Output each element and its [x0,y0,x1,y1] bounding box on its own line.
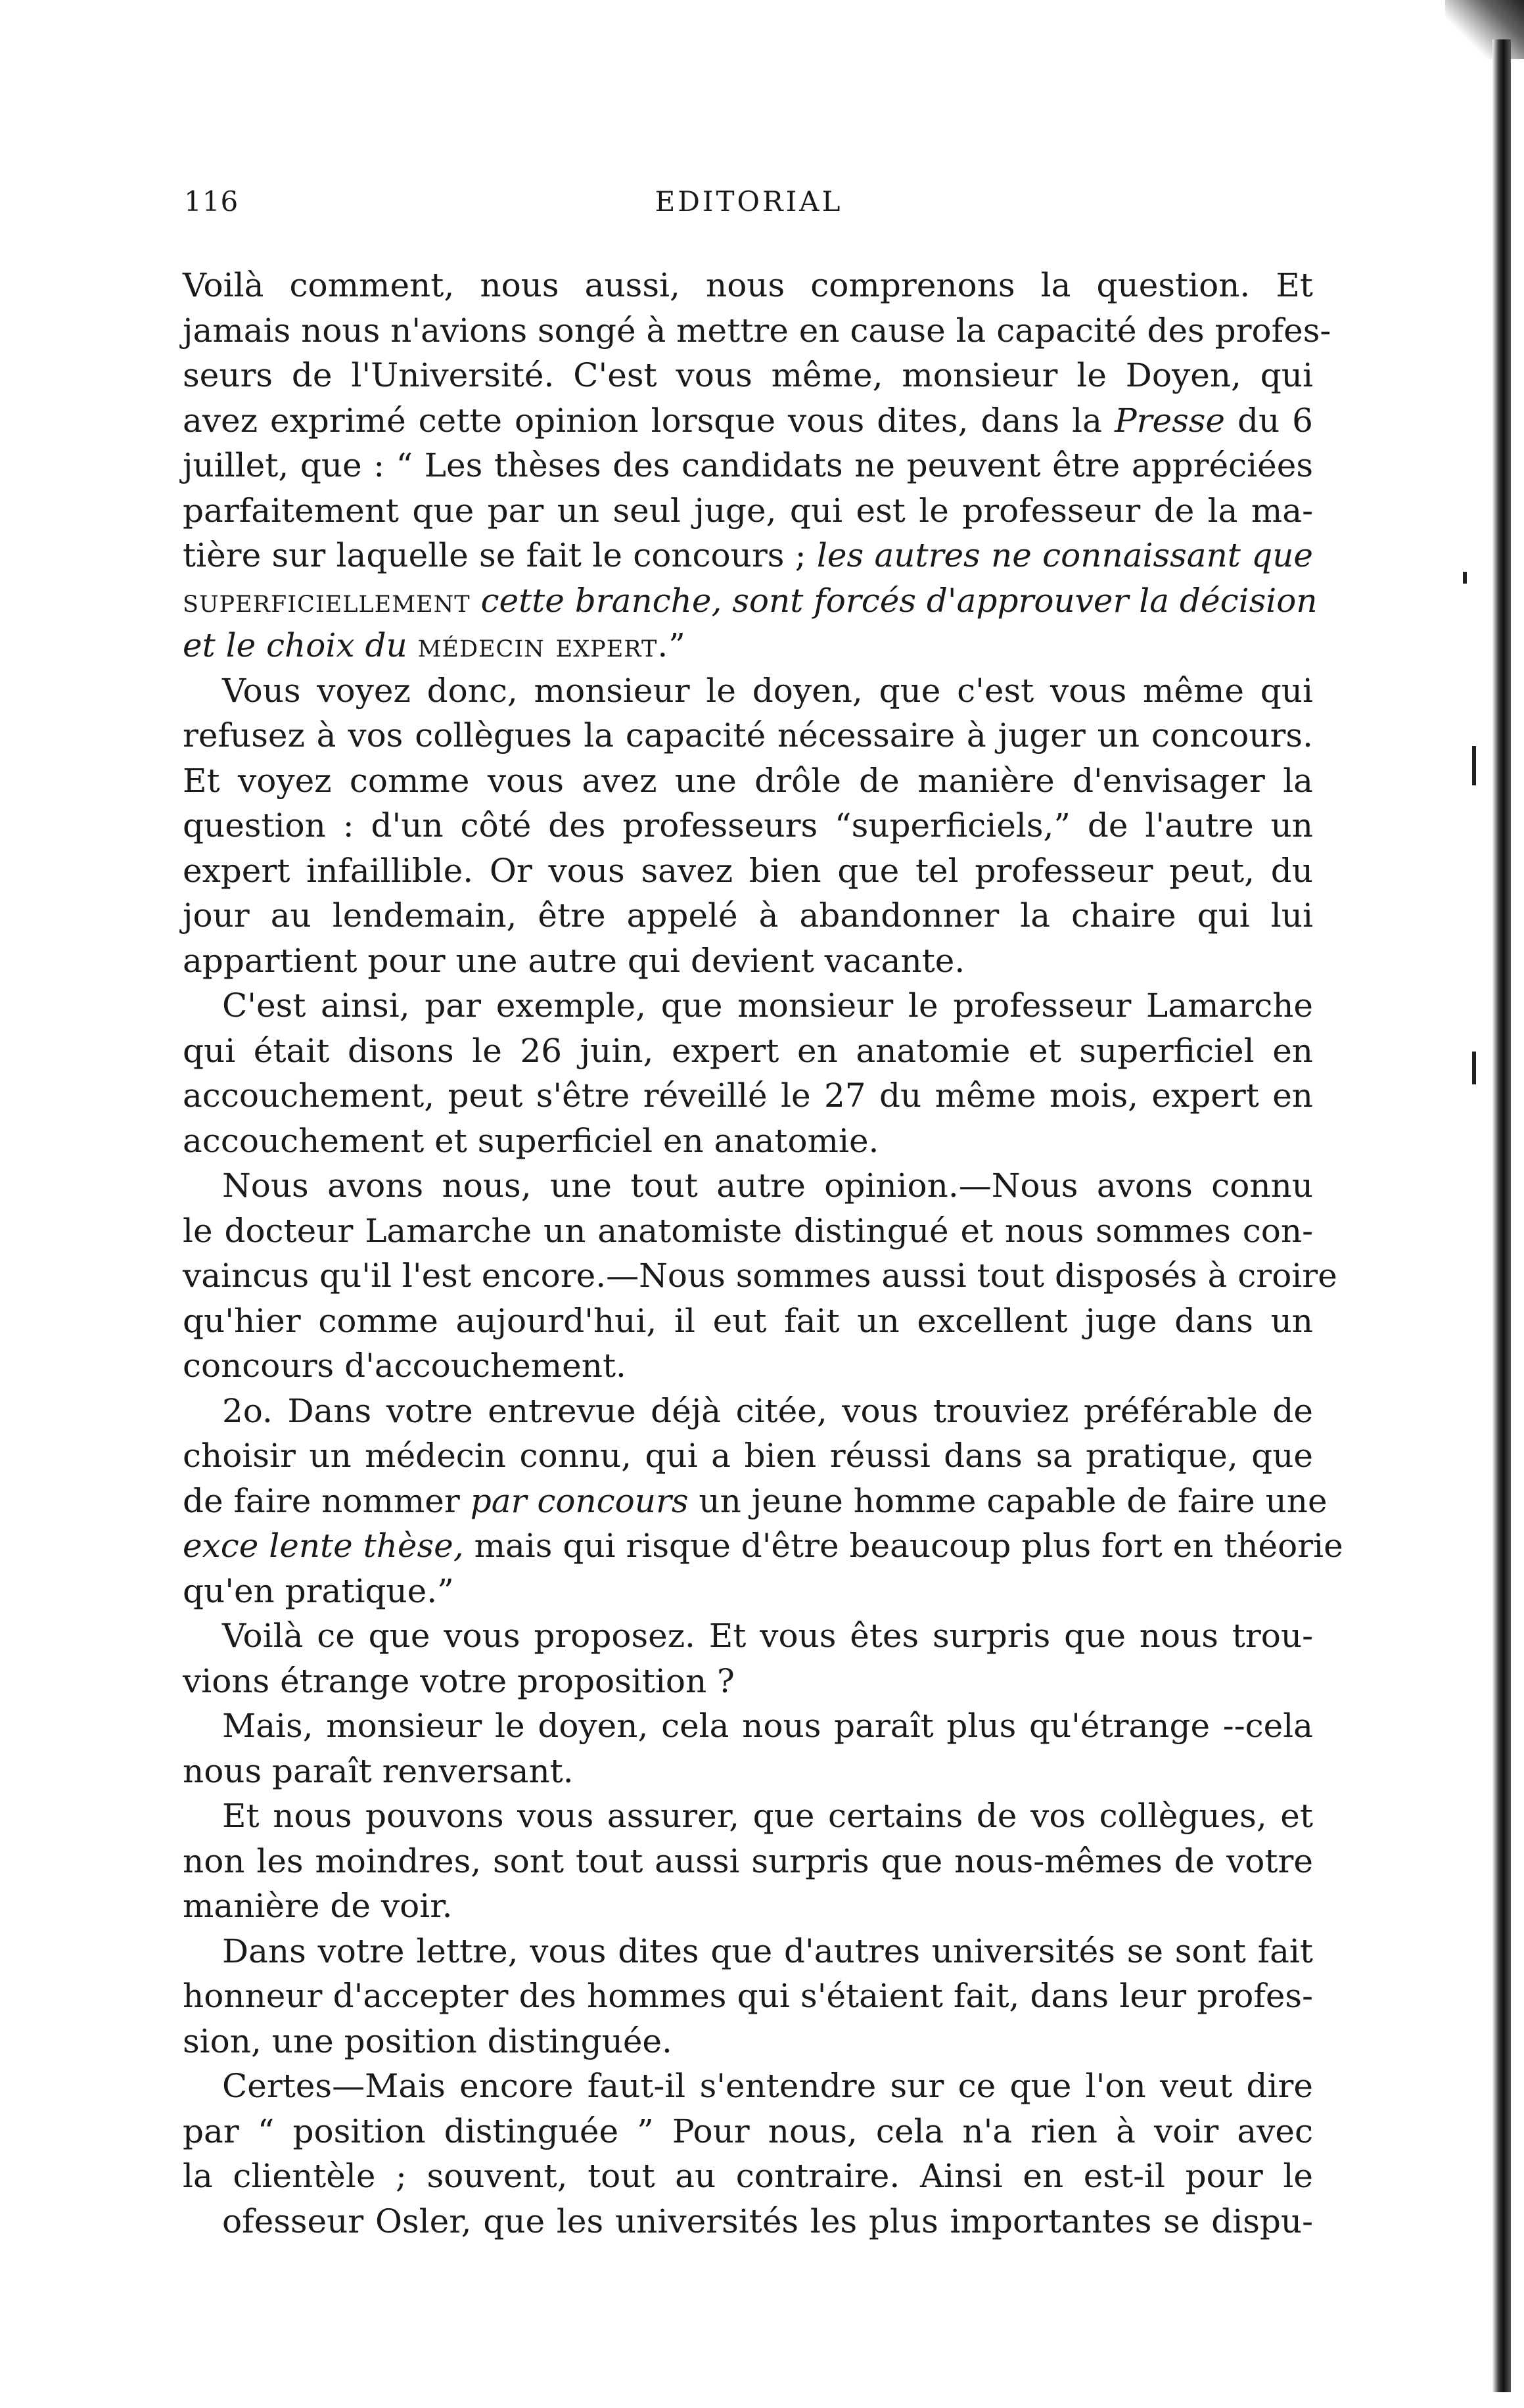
page-binding-edge [1492,39,1511,2392]
text-line: Vous voyez donc, monsieur le doyen, que c'est vous même qui [222,671,1313,710]
text-line: nous paraît renversant. [183,1751,574,1790]
page-header [184,185,1314,225]
text-line: qu'hier comme aujourd'hui, il eut fait un excellent juge dans un [183,1301,1313,1340]
text-line: accouchement et superficiel en anatomie. [183,1121,879,1160]
text-line: sion, une position distinguée. [183,2022,672,2060]
text-line: jour au lendemain, être appelé à abandonner la chaire qui lui [183,896,1313,935]
newspaper-name: Presse [1114,401,1225,440]
text-line: Nous avons nous, une tout autre opinion.—Nous avons connu [222,1167,1313,1205]
text-line: parfaitement que par un seul juge, qui est le professeur de la ma- [183,491,1313,530]
text-line: le docteur Lamarche un anatomiste distingué et nous sommes con- [183,1211,1313,1250]
page-number: 116 [184,185,239,218]
italic-phrase: par concours [470,1481,689,1520]
margin-mark [1463,572,1467,584]
text-line: refusez à vos collègues la capacité nécessaire à juger un concours. [183,716,1313,754]
text-line: question : d'un côté des professeurs “superficiels,” de l'autre un [183,806,1313,845]
text-segment: ” [668,626,685,664]
text-line [183,398,1313,444]
text-line: concours d'accouchement. [183,1347,626,1385]
running-title: EDITORIAL [655,185,843,218]
text-line [183,1479,1328,1524]
text-line: expert infaillible. Or vous savez bien que tel professeur peut, du [183,851,1313,890]
text-segment: tière sur laquelle se fait le concours ; [183,536,806,574]
text-line: qui était disons le 26 juin, expert en anatomie et superficiel en [183,1031,1313,1070]
text-line: Voilà comment, nous aussi, nous comprenons la question. Et [183,266,1313,304]
page-corner-shadow [1445,0,1524,59]
italic-quote: cette branche, sont forcés d'approuver la décision [480,581,1318,620]
italic-phrase: exce lente thèse, [183,1527,464,1565]
text-line: Et nous pouvons vous assurer, que certains de vos collègues, et [222,1797,1313,1835]
text-line: C'est ainsi, par exemple, que monsieur le professeur Lamarche [222,986,1313,1025]
text-line [183,623,1313,668]
text-line: jamais nous n'avions songé à mettre en cause la capacité des profes- [183,311,1331,350]
text-line: seurs de l'Université. C'est vous même, monsieur le Doyen, qui [183,356,1313,394]
text-line: qu'en pratique.” [183,1571,454,1610]
text-line: 2o. Dans votre entrevue déjà citée, vous trouviez préférable de [222,1391,1313,1430]
text-line: Certes—Mais encore faut-il s'entendre sur ce que l'on veut dire [222,2067,1313,2105]
text-segment: de faire nommer [183,1481,460,1520]
text-line: la clientèle ; souvent, tout au contraire. Ainsi en est-il pour le [183,2157,1313,2195]
text-line: accouchement, peut s'être réveillé le 27 du même mois, expert en [183,1077,1313,1115]
italic-quote: les autres ne connaissant que [816,536,1313,574]
text-line: Et voyez comme vous avez une drôle de manière d'envisager la [183,761,1313,800]
text-line: vaincus qu'il l'est encore.—Nous sommes aussi tout disposés à croire [183,1257,1337,1295]
text-line [183,578,1318,624]
text-segment: du 6 [1237,401,1313,440]
text-line: choisir un médecin connu, qui a bien réussi dans sa pratique, que [183,1437,1313,1475]
text-line: Dans votre lettre, vous dites que d'autres universités se sont fait [222,1932,1313,1970]
small-caps-text: médecin expert. [417,626,669,664]
text-line: par “ position distinguée ” Pour nous, cela n'a rien à voir avec [183,2112,1313,2150]
text-segment: avez exprimé cette opinion lorsque vous dites, dans la [183,401,1102,440]
text-line: juillet, que : “ Les thèses des candidats ne peuvent être appréciées [183,446,1313,484]
text-line: non les moindres, sont tout aussi surpris que nous-mêmes de votre [183,1841,1313,1880]
text-line [183,1523,1343,1569]
text-line: appartient pour une autre qui devient vacante. [183,941,965,980]
text-line: manière de voir. [183,1887,453,1925]
text-line: Voilà ce que vous proposez. Et vous êtes surpris que nous trou- [222,1617,1313,1655]
text-segment: un jeune homme capable de faire une [699,1481,1328,1520]
text-line: honneur d'accepter des hommes qui s'étaient fait, dans leur profes- [183,1977,1313,2015]
text-line: Mais, monsieur le doyen, cela nous paraît plus qu'étrange --cela [222,1707,1313,1745]
article-body [183,263,1343,2244]
margin-mark [1472,746,1476,785]
italic-quote: et le choix du [183,626,407,664]
text-segment: mais qui risque d'être beaucoup plus fort en théorie [474,1527,1343,1565]
margin-mark [1472,1052,1476,1084]
text-line [183,533,1313,578]
small-caps-text: superficiellement [183,581,471,620]
text-line: vions étrange votre proposition ? [183,1661,735,1700]
text-line: ofesseur Osler, que les universités les plus importantes se dispu- [222,2202,1313,2240]
